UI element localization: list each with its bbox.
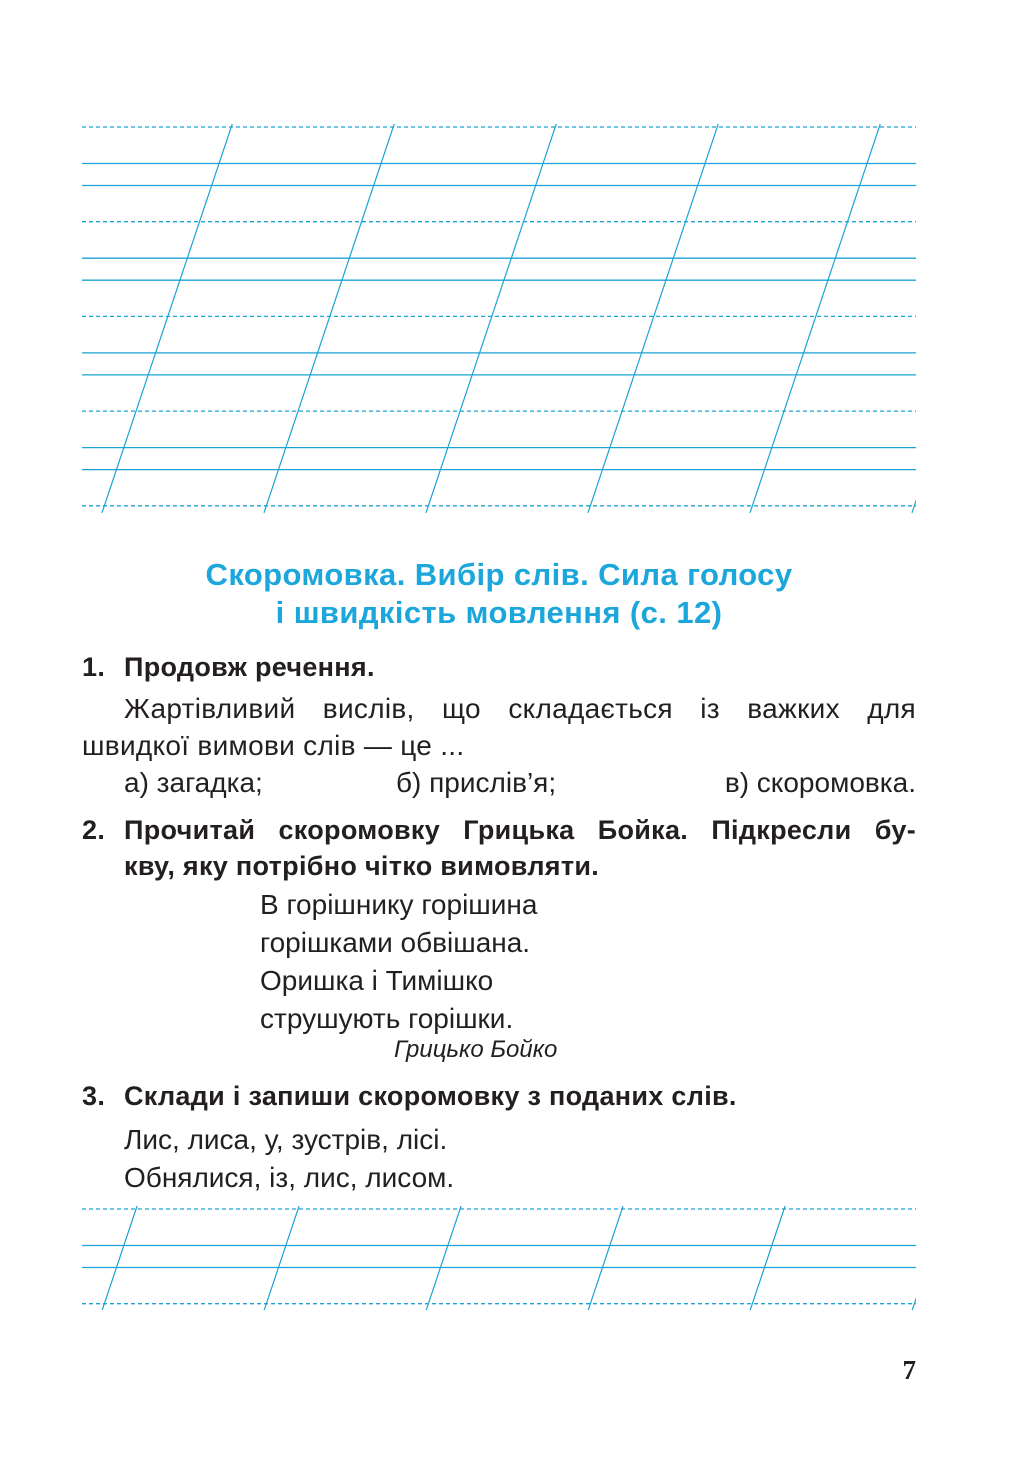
- words-line: Лис, лиса, у, зустрів, лісі.: [124, 1124, 448, 1155]
- poem-line[interactable]: струшують горішки.: [260, 1003, 514, 1034]
- poem-line[interactable]: Оришка і Тимішко: [260, 965, 494, 996]
- task-2-number: 2.: [82, 815, 106, 845]
- poem-line[interactable]: В горішнику горішина: [260, 889, 538, 920]
- task-2-title-line1: Прочитай скоромовку Грицька Бойка. Підкресли бу-: [124, 815, 916, 845]
- task-1-text-line1: Жартівливий вислів, що складається із важких для: [124, 693, 916, 724]
- words-line: Обнялися, із, лис, лисом.: [124, 1162, 455, 1193]
- grid-slant-line: [750, 1206, 785, 1310]
- task-3-words: [124, 1121, 454, 1197]
- grid-slant-line: [912, 1206, 916, 1310]
- grid-slant-line: [102, 124, 232, 513]
- poem-author: Грицько Бойко: [394, 1036, 558, 1063]
- task-1-title: Продовж речення.: [124, 652, 375, 682]
- grid-slant-line: [264, 1206, 299, 1310]
- lesson-title-line2: і швидкість мовлення (с. 12): [275, 595, 723, 630]
- task-2-heading: [82, 812, 916, 884]
- grid-slant-line: [426, 124, 556, 513]
- grid-slant-line: [912, 124, 916, 513]
- task-2-title-line2: кву, яку потрібно чітко вимовляти.: [124, 851, 600, 881]
- poem-line[interactable]: горішками обвішана.: [260, 927, 531, 958]
- task-1-number: 1.: [82, 652, 106, 682]
- grid-slant-line: [102, 1206, 137, 1310]
- grid-slant-line: [426, 1206, 461, 1310]
- lesson-title: [82, 556, 916, 632]
- grid-slant-line: [588, 124, 718, 513]
- page-number: 7: [902, 1355, 916, 1385]
- option-a[interactable]: а) загадка;: [124, 767, 263, 798]
- task-1-text: [82, 690, 916, 764]
- task-2-heading-line1: [82, 812, 916, 848]
- writing-grid-bottom[interactable]: [82, 1206, 916, 1310]
- grid-slant-line: [588, 1206, 623, 1310]
- task-3-number: 3.: [82, 1081, 106, 1111]
- tongue-twister-poem: [260, 886, 537, 1038]
- option-b[interactable]: б) прислів’я;: [396, 767, 557, 798]
- grid-slant-line: [264, 124, 394, 513]
- grid-slant-line: [750, 124, 880, 513]
- task-1-heading: [82, 649, 916, 685]
- task-3-heading: [82, 1078, 916, 1114]
- lesson-title-line1: Скоромовка. Вибір слів. Сила голосу: [205, 557, 793, 592]
- writing-grid-top[interactable]: [82, 124, 916, 514]
- task-3-title: Склади і запиши скоромовку з поданих слів.: [124, 1081, 737, 1111]
- task-1-text-line2: швидкої вимови слів — це ...: [82, 730, 465, 761]
- option-c[interactable]: в) скоромовка.: [724, 767, 916, 798]
